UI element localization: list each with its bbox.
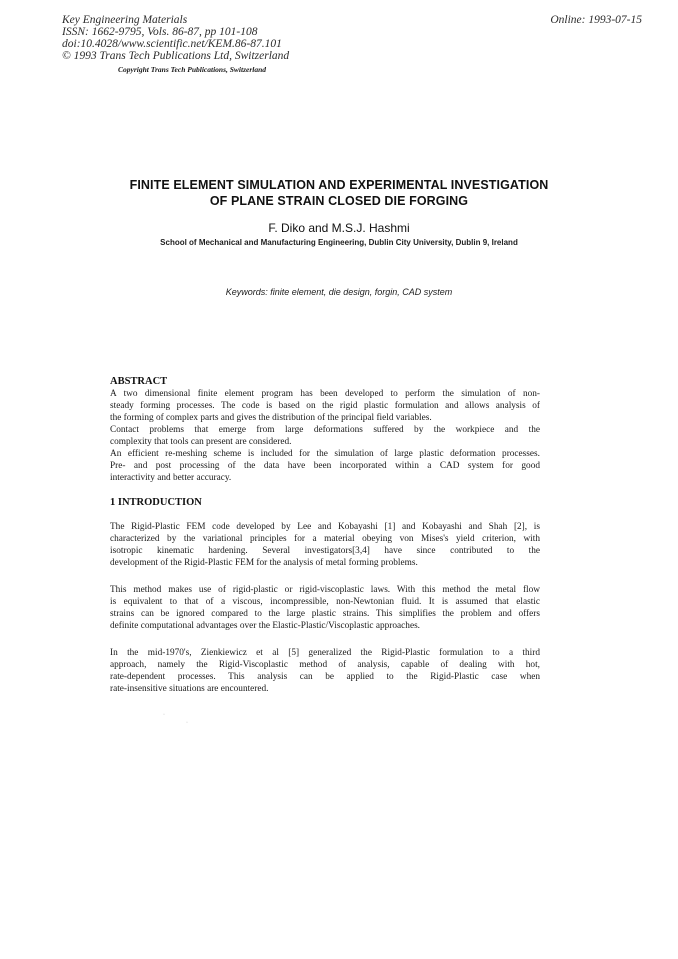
abstract-line: An efficient re-meshing scheme is included for the simulation of large plastic deformation processes. xyxy=(110,449,540,459)
intro-p1-line: isotropic kinematic hardening. Several investigators[3,4] have since contributed to the xyxy=(110,546,540,556)
intro-p2-line: This method makes use of rigid-plastic or rigid-viscoplastic laws. With this method the metal flow xyxy=(110,585,540,595)
intro-p3-line: rate-dependent processes. This analysis can be applied to the Rigid-Plastic case when xyxy=(110,672,540,682)
intro-p2-line: is equivalent to that of a viscous, incompressible, non-Newtonian fluid. It is assumed that elastic xyxy=(110,597,540,607)
abstract-line: Contact problems that emerge from large deformations suffered by the workpiece and the xyxy=(110,425,540,435)
keywords: Keywords: finite element, die design, forgin, CAD system xyxy=(225,287,453,297)
intro-p3-line: rate-insensitive situations are encountered. xyxy=(110,684,269,694)
introduction-heading: 1 INTRODUCTION xyxy=(110,497,202,508)
intro-p2-line: strains can be ignored compared to the large plastic strains. This simplifies the problem and offers xyxy=(110,609,540,619)
scan-speck: · xyxy=(186,720,188,726)
abstract-line: Pre- and post processing of the data have been incorporated within a CAD system for good xyxy=(110,461,540,471)
abstract-line: interactivity and better accuracy. xyxy=(110,473,232,483)
intro-p2-line: definite computational advantages over the Elastic-Plastic/Viscoplastic approaches. xyxy=(110,621,421,631)
intro-p1-line: The Rigid-Plastic FEM code developed by Lee and Kobayashi [1] and Kobayashi and Shah [2], is xyxy=(110,522,540,532)
abstract-line: the forming of complex parts and gives the distribution of the principal field variables. xyxy=(110,413,432,423)
copyright-line: © 1993 Trans Tech Publications Ltd, Switzerland xyxy=(62,50,290,62)
abstract-heading: ABSTRACT xyxy=(110,376,168,387)
issn-line: ISSN: 1662-9795, Vols. 86-87, pp 101-108 xyxy=(62,26,258,38)
abstract-line: complexity that tools can present are considered. xyxy=(110,437,292,447)
doi-link[interactable]: doi:10.4028/www.scientific.net/KEM.86-87.101 xyxy=(62,38,282,50)
online-date: Online: 1993-07-15 xyxy=(550,14,642,26)
affiliation: School of Mechanical and Manufacturing Engineering, Dublin City University, Dublin 9, Ireland xyxy=(160,238,518,247)
journal-name: Key Engineering Materials xyxy=(62,14,188,26)
intro-p3-line: In the mid-1970's, Zienkiewicz et al [5] generalized the Rigid-Plastic formulation to a third xyxy=(110,648,540,658)
copyright-notice: Copyright Trans Tech Publications, Switzerland xyxy=(118,65,267,74)
intro-p3-line: approach, namely the Rigid-Viscoplastic method of analysis, capable of dealing with hot, xyxy=(110,660,540,670)
scan-speck: · xyxy=(163,712,165,718)
abstract-line: steady forming processes. The code is based on the rigid plastic formulation and allows analysis of xyxy=(110,401,540,411)
authors: F. Diko and M.S.J. Hashmi xyxy=(268,221,410,235)
intro-p1-line: development of the Rigid-Plastic FEM for the analysis of metal forming problems. xyxy=(110,558,418,568)
paper-title-line-2: OF PLANE STRAIN CLOSED DIE FORGING xyxy=(209,194,469,208)
paper-title-line-1: FINITE ELEMENT SIMULATION AND EXPERIMENTAL INVESTIGATION xyxy=(129,178,549,192)
intro-p1-line: characterized by the variational principles for a material obeying von Mises's yield criterion, with xyxy=(110,534,540,544)
abstract-line: A two dimensional finite element program has been developed to perform the simulation of non- xyxy=(110,389,540,399)
